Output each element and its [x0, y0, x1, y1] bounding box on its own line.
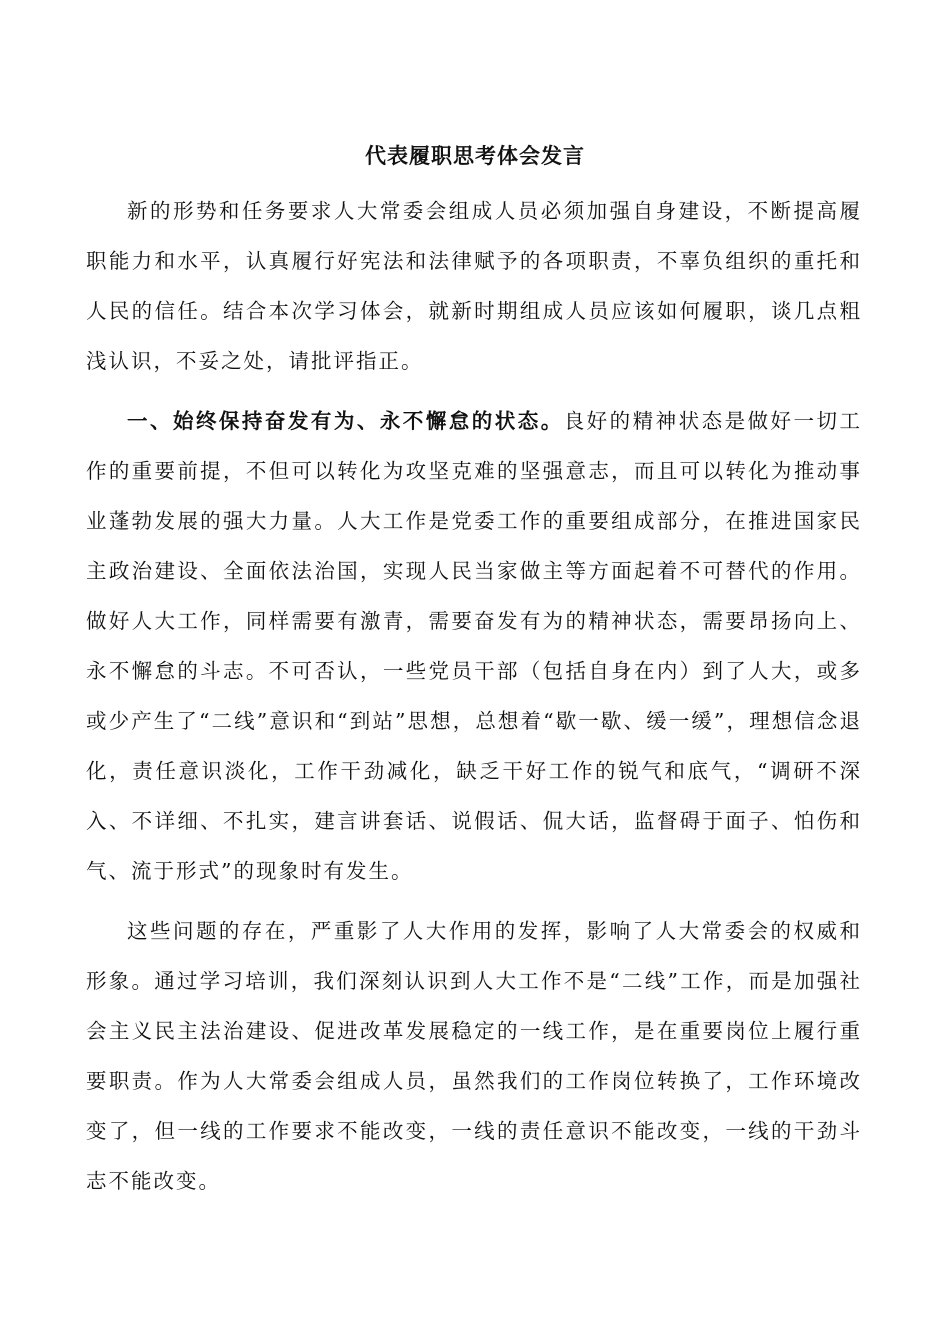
- document-body: [86, 186, 862, 1206]
- document-title: 代表履职思考体会发言: [365, 143, 585, 168]
- paragraph-text: 这些问题的存在，严重影了人大作用的发挥，影响了人大常委会的权威和形象。通过学习培训，我们深刻认识到人大工作不是“二线”工作，而是加强社会主义民主法治建设、促进改革发展稳定的一线工作，是在重要岗位上履行重要职责。作为人大常委会组成人员，虽然我们的工作岗位转换了，工作环境改变了，但一线的工作要求不能改变，一线的责任意识不能改变，一线的干劲斗志不能改变。: [86, 919, 862, 1193]
- section-heading: 一、始终保持奋发有为、永不懈怠的状态。: [127, 409, 564, 433]
- paragraph-section-one: [86, 396, 862, 896]
- paragraph-intro: [86, 186, 862, 386]
- paragraph-problems: [86, 906, 862, 1206]
- paragraph-text: 新的形势和任务要求人大常委会组成人员必须加强自身建设，不断提高履职能力和水平，认真履行好宪法和法律赋予的各项职责，不辜负组织的重托和人民的信任。结合本次学习体会，就新时期组成人员应该如何履职，谈几点粗浅认识，不妥之处，请批评指正。: [86, 199, 862, 373]
- paragraph-text: 良好的精神状态是做好一切工作的重要前提，不但可以转化为攻坚克难的坚强意志，而且可以转化为推动事业蓬勃发展的强大力量。人大工作是党委工作的重要组成部分，在推进国家民主政治建设、全面依法治国，实现人民当家做主等方面起着不可替代的作用。做好人大工作，同样需要有激青，需要奋发有为的精神状态，需要昂扬向上、永不懈怠的斗志。不可否认，一些党员干部（包括自身在内）到了人大，或多或少产生了“二线”意识和“到站”思想，总想着“歇一歇、缓一缓”，理想信念退化，责任意识淡化，工作干劲减化，缺乏干好工作的锐气和底气，“调研不深入、不详细、不扎实，建言讲套话、说假话、侃大话，监督碍于面子、怕伤和气、流于形式”的现象时有发生。: [86, 409, 863, 883]
